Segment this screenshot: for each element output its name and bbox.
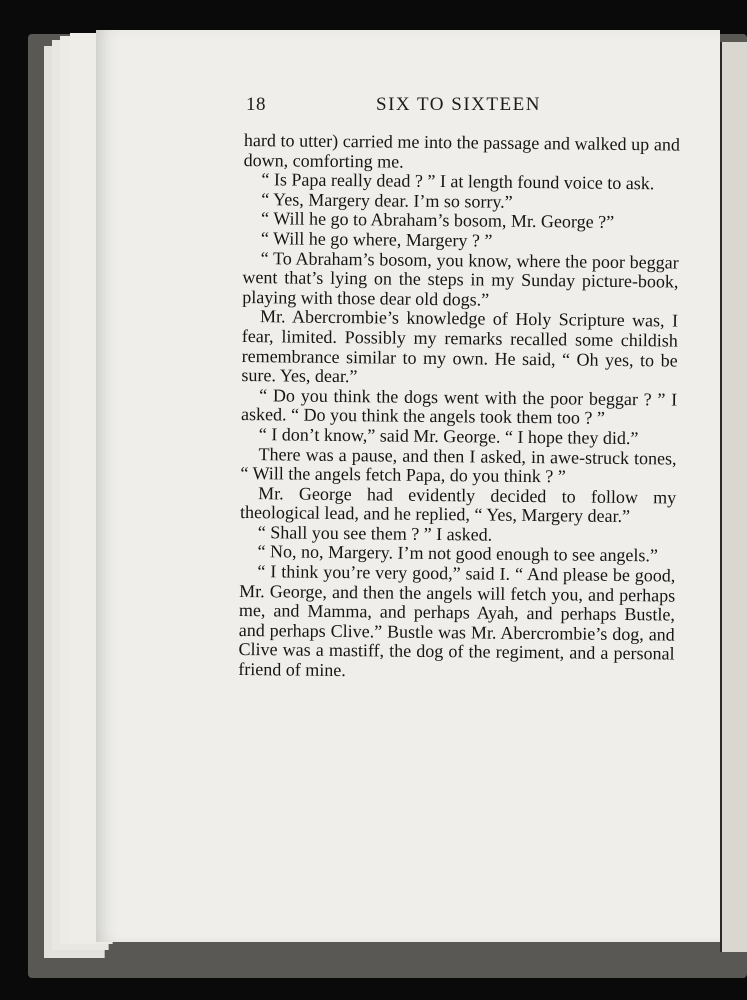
facing-page-edge (720, 42, 747, 952)
paragraph: Mr. Abercrombie’s knowledge of Holy Scripture was, I fear, limited. Possibly my remarks recalled some childish remembrance similar to my own. He said, “ Oh yes, to be sure. Yes, dear.” (241, 306, 679, 387)
paragraph: “ Shall you see them ? ” I asked. (257, 522, 493, 545)
paragraph: “ Will he go to Abraham’s bosom, Mr. George ?” (260, 208, 615, 233)
paragraph: “ No, no, Margery. I’m not good enough to see angels.” (257, 541, 659, 566)
paragraph: “ To Abraham’s bosom, you know, where the poor beggar went that’s lying on the steps in my Sunday picture-book, playing with those dear old dogs.” (242, 247, 679, 310)
paragraph: “ Is Papa really dead ? ” I at length found voice to ask. (261, 169, 655, 194)
paragraph: “ I think you’re very good,” said I. “ And please be good, Mr. George, and then the angels will fetch you, and perhaps me, and Mamma, and perhaps Ayah, and perhaps Bustle, and perhaps Clive.” Bustle was Mr. Abercrombie’s dog, and Clive was a mastiff, the dog of the regiment, and a personal friend of mine. (238, 561, 676, 681)
paragraph: hard to utter) carried me into the passage and walked up and down, comforting me. (243, 130, 680, 172)
paragraph: There was a pause, and then I asked, in awe-struck tones, “ Will the angels fetch Papa, do you think ? ” (240, 443, 677, 487)
paragraph: “ I don’t know,” said Mr. George. “ I hope they did.” (258, 424, 639, 449)
paragraph: Mr. George had evidently decided to follow my theological lead, and he replied, “ Yes, Margery dear.” (239, 482, 677, 527)
paragraph: “ Do you think the dogs went with the poor beggar ? ” I asked. “ Do you think the angels took them too ? ” (240, 384, 678, 429)
body-text (238, 131, 680, 684)
paragraph: “ Will he go where, Margery ? ” (260, 228, 493, 251)
paragraph: “ Yes, Margery dear. I’m so sorry.” (261, 188, 513, 212)
book-title: SIX TO SIXTEEN (376, 94, 541, 115)
page-number: 18 (246, 94, 266, 115)
running-head (246, 94, 680, 118)
